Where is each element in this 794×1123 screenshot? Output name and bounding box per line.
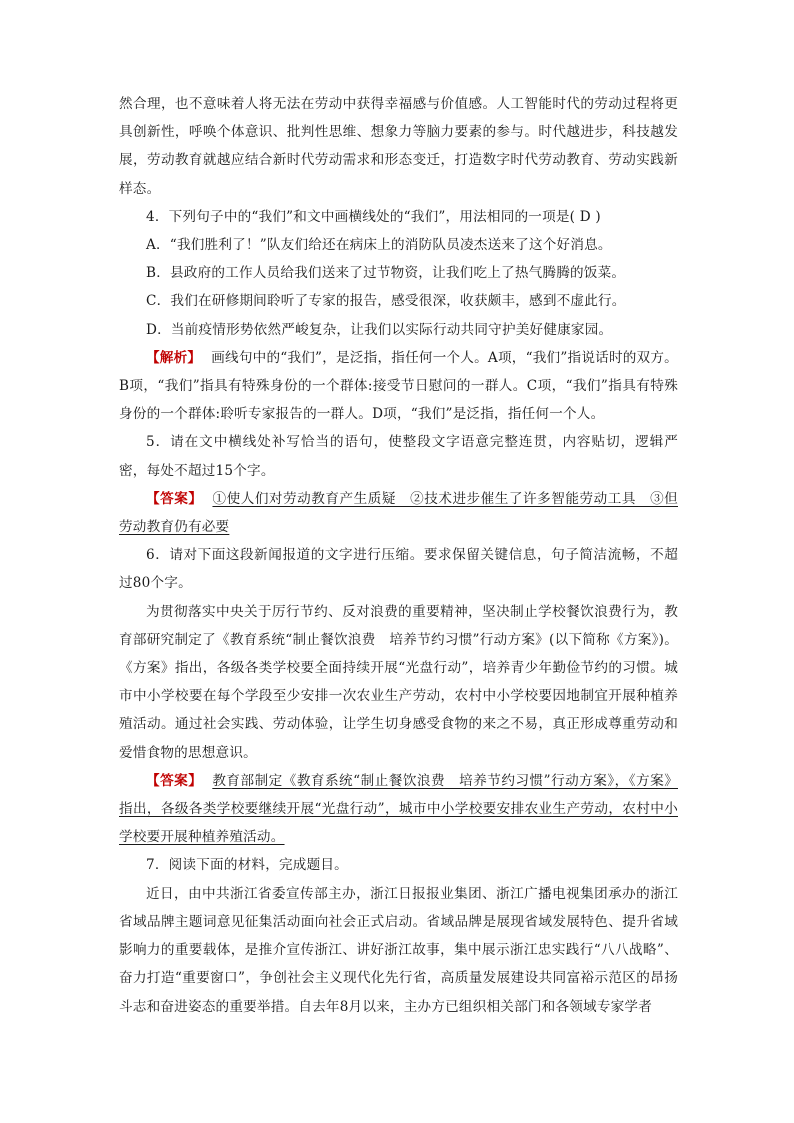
question-4-option-a: A．“我们胜利了！”队友们给还在病床上的消防队员凌杰送来了这个好消息。: [146, 237, 612, 254]
question-6-passage: 为贯彻落实中央关于厉行节约、反对浪费的重要精神，坚决制止学校餐饮浪费行为，教育部研究制定了《教育系统“制止餐饮浪费 培养节约习惯”行动方案》(以下简称《方案》)。《方案》指出，各级各类学校要全面持续开展“光盘行动”，培养青少年勤俭节约的习惯。城市中小学校要在每个学段至少安排一次农业生产劳动，农村中小学校要因地制宜开展种植养殖活动。通过社会实践、劳动体验，让学生切身感受食物的来之不易，真正形成尊重劳动和爱惜食物的思想意识。: [119, 603, 678, 761]
paragraph-continued: 然合理，也不意味着人将无法在劳动中获得幸福感与价值感。人工智能时代的劳动过程将更具创新性，呼唤个体意识、批判性思维、想象力等脑力要素的参与。时代越进步，科技越发展，劳动教育就越应结合新时代劳动需求和形态变迁，打造数字时代劳动教育、劳动实践新样态。: [119, 96, 678, 197]
analysis-tag: 【解析】: [146, 349, 202, 366]
question-4-option-c: C．我们在研修期间聆听了专家的报告，感受很深，收获颇丰，感到不虚此行。: [146, 293, 626, 310]
question-5-stem: 5．请在文中横线处补写恰当的语句，使整段文字语意完整连贯，内容贴切，逻辑严密，每处不超过15个字。: [119, 434, 678, 479]
question-7-stem: 7．阅读下面的材料，完成题目。: [146, 857, 348, 874]
question-6-stem: 6．请对下面这段新闻报道的文字进行压缩。要求保留关键信息，句子简洁流畅，不超过80个字。: [119, 547, 678, 592]
answer-text: 教育部制定《教育系统“制止餐饮浪费 培养节约习惯”行动方案》，《方案》指出，各级各类学校要继续开展“光盘行动”，城市中小学校要安排农业生产劳动，农村中小学校要开展种植养殖活动。: [119, 772, 678, 846]
question-4-option-d: D．当前疫情形势依然严峻复杂，让我们以实际行动共同守护美好健康家园。: [146, 321, 613, 338]
question-6-answer: [119, 767, 678, 852]
question-4-stem: 4．下列句子中的“我们”和文中画横线处的“我们”，用法相同的一项是( D ): [146, 208, 601, 225]
question-5-answer: [119, 485, 678, 541]
analysis-text: 画线句中的“我们”，是泛指，指任何一个人。A项，“我们”指说话时的双方。B项，“我们”指具有特殊身份的一个群体:接受节日慰问的一群人。C项，“我们”指具有特殊身份的一个群体:聆听专家报告的一群人。D项，“我们”是泛指，指任何一个人。: [119, 349, 678, 423]
answer-tag: 【答案】: [146, 490, 203, 507]
answer-tag: 【答案】: [146, 772, 203, 789]
question-4-analysis: [119, 344, 678, 429]
question-4-option-b: B．县政府的工作人员给我们送来了过节物资，让我们吃上了热气腾腾的饭菜。: [146, 265, 626, 282]
answer-text: ①使人们对劳动教育产生质疑 ②技术进步催生了许多智能劳动工具 ③但劳动教育仍有必要: [119, 490, 678, 536]
question-7-passage: 近日，由中共浙江省委宣传部主办，浙江日报报业集团、浙江广播电视集团承办的浙江省域品牌主题词意见征集活动面向社会正式启动。省域品牌是展现省域发展特色、提升省域影响力的重要载体，是推介宣传浙江、讲好浙江故事，集中展示浙江忠实践行“八八战略”、奋力打造“重要窗口”，争创社会主义现代化先行省，高质量发展建设共同富裕示范区的昂扬斗志和奋进姿态的重要举措。自去年8月以来，主办方已组织相关部门和各领域专家学者: [119, 885, 678, 1015]
